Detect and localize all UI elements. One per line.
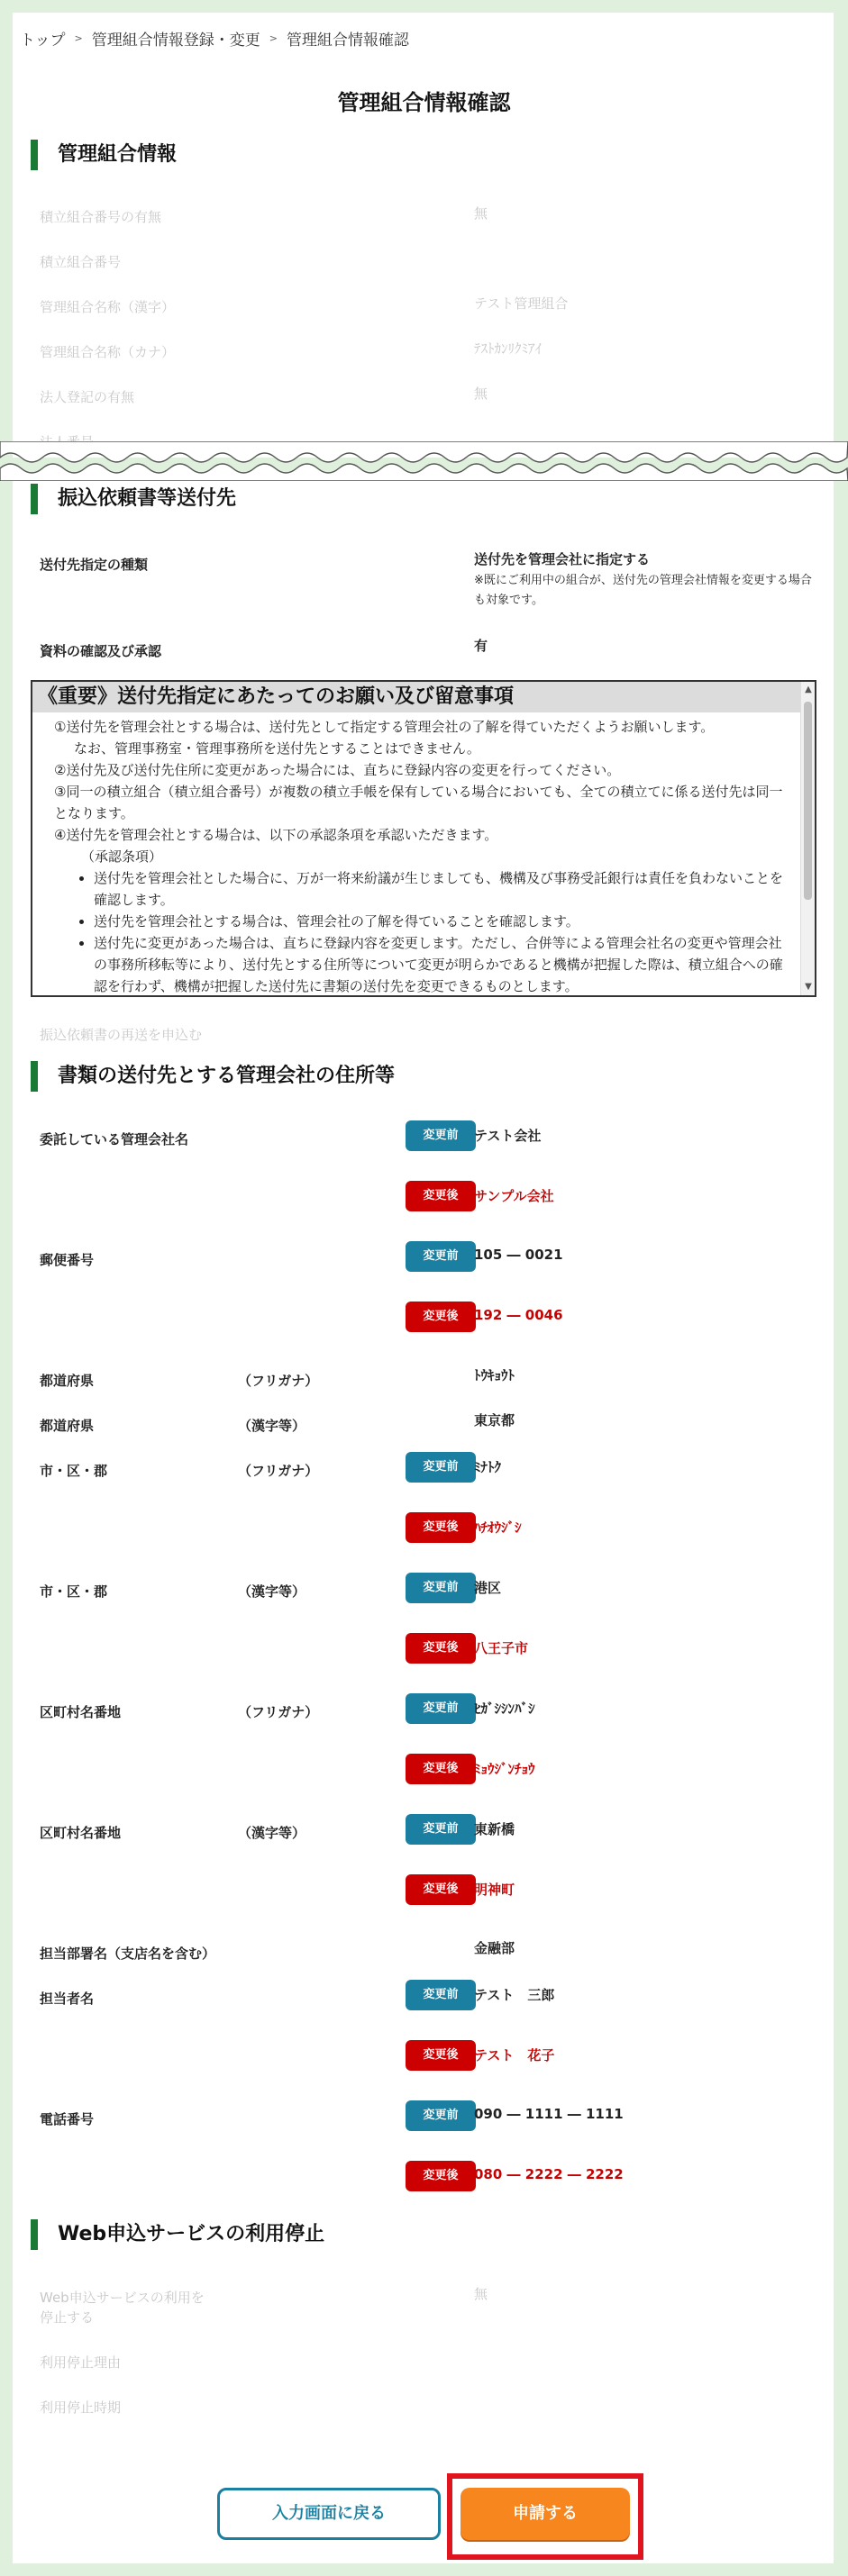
value-postal-before: 105 ― 0021 [474,1247,563,1263]
label-confirm-approve: 資料の確認及び承認 [40,643,162,659]
value-prefecture-kanji: 東京都 [474,1412,515,1429]
submit-button[interactable]: 申請する [460,2488,630,2540]
back-to-input-button[interactable]: 入力画面に戻る [217,2488,441,2540]
value-city-kanji-before: 港区 [474,1580,502,1596]
label-city-kanji: 市・区・郡 [40,1583,108,1600]
value-city-kana-after: ﾊﾁｵｳｼﾞｼ [474,1519,522,1536]
label-prefecture-kana: 都道府県 [40,1373,95,1389]
label-prefecture-kanji: 都道府県 [40,1418,95,1434]
label-postal-code: 郵便番号 [40,1252,95,1268]
badge-after: 変更後 [406,1874,476,1905]
label-union-number-exists: 積立組合番号の有無 [40,209,162,225]
badge-before: 変更前 [406,2100,476,2131]
value-dest-type: 送付先を管理会社に指定する [474,551,651,567]
section-heading-transfer-dest: 振込依頼書等送付先 [31,484,236,514]
value-town-kanji-after: 明神町 [474,1882,515,1898]
value-company-before: テスト会社 [474,1128,542,1144]
label-person-name: 担当者名 [40,1991,95,2007]
notice-item-3: ③同一の積立組合（積立組合番号）が複数の積立手帳を保有している場合においても、全ての積立てに係る送付先は同一となります。 [54,784,783,821]
sub-label-kanji: （漢字等） [238,1418,306,1434]
note-dest-type: ※既にご利用中の組合が、送付先の管理会社情報を変更する場合も対象です。 [474,574,812,607]
torn-edge-divider [0,441,848,481]
page-title: 管理組合情報確認 [337,90,511,115]
value-town-kana-before: ﾋｶﾞｼｼﾝﾊﾞｼ [474,1701,535,1717]
sub-label-furigana: （フリガナ） [238,1373,319,1389]
label-town-kana: 区町村名番地 [40,1704,122,1720]
label-company-name: 委託している管理会社名 [40,1131,189,1147]
value-prefecture-kana: ﾄｳｷｮｳﾄ [474,1367,515,1383]
scrollbar-thumb[interactable] [804,702,812,900]
badge-before: 変更前 [406,1980,476,2010]
badge-after: 変更後 [406,1181,476,1211]
label-phone: 電話番号 [40,2111,95,2127]
breadcrumb-register-link[interactable]: 管理組合情報登録・変更 [91,32,260,50]
badge-before: 変更前 [406,1693,476,1724]
breadcrumb-current: 管理組合情報確認 [286,32,409,50]
badge-after: 変更後 [406,1302,476,1332]
value-union-name-kanji: テスト管理組合 [474,295,569,312]
scroll-down-icon[interactable]: ▼ [805,982,812,992]
notice-clause-heading: （承認条項） [81,848,163,865]
badge-before: 変更前 [406,1814,476,1845]
notice-item-4: ④送付先を管理会社とする場合は、以下の承認条項を承認いただきます。 [54,827,498,843]
sub-label-furigana: （フリガナ） [238,1704,319,1720]
notice-clause: • 送付先を管理会社とする場合は、管理会社の了解を得ていることを確認します。 [94,911,788,932]
label-department: 担当部署名（支店名を含む） [40,1946,216,1962]
badge-after: 変更後 [406,1754,476,1784]
label-city-kana: 市・区・郡 [40,1463,108,1479]
notice-item-1: ①送付先を管理会社とする場合は、送付先として指定する管理会社の了解を得ていただくようお願いします。 [54,719,715,735]
value-web-stop: 無 [474,2286,488,2302]
notice-title: 《重要》送付先指定にあたってのお願い及び留意事項 [32,682,815,712]
badge-before: 変更前 [406,1573,476,1603]
notice-clause-list [54,867,788,997]
notice-clause: • 送付先を管理会社とした場合に、万が一将来紛議が生じましても、機構及び事務受託銀行は責任を負わないことを確認します。 [94,867,788,911]
sub-label-furigana: （フリガナ） [238,1463,319,1479]
notice-body [32,712,815,997]
badge-after: 変更後 [406,1512,476,1543]
badge-after: 変更後 [406,2040,476,2071]
value-town-kana-after: ﾐｮｳｼﾞﾝﾁｮｳ [474,1761,535,1777]
scroll-up-icon[interactable]: ▲ [805,685,812,694]
value-person-after: テスト 花子 [474,2047,555,2064]
value-postal-after: 192 ― 0046 [474,1307,563,1323]
value-city-kanji-after: 八王子市 [474,1640,529,1656]
label-corp-registration: 法人登記の有無 [40,389,135,405]
badge-before: 変更前 [406,1452,476,1483]
label-union-name-kanji: 管理組合名称（漢字） [40,299,176,315]
value-phone-after: 080 ― 2222 ― 2222 [474,2166,624,2182]
value-company-after: サンプル会社 [474,1188,554,1204]
value-phone-before: 090 ― 1111 ― 1111 [474,2106,624,2122]
badge-before: 変更前 [406,1241,476,1272]
breadcrumb-top-link[interactable]: トップ [20,32,66,50]
notice-scrollbar[interactable] [800,682,815,995]
notice-item-1-note: なお、管理事務室・管理事務所を送付先とすることはできません。 [74,740,480,757]
section-heading-web-stop: Web申込サービスの利用停止 [31,2219,324,2250]
sub-label-kanji: （漢字等） [238,1583,306,1600]
section-heading-union-info: 管理組合情報 [31,140,177,170]
breadcrumb-separator: > [74,32,83,44]
label-union-name-kana: 管理組合名称（カナ） [40,344,176,360]
value-union-number-exists: 無 [474,205,488,222]
value-union-name-kana: ﾃｽﾄｶﾝﾘｸﾐｱｲ [474,340,543,357]
label-stop-reason: 利用停止理由 [40,2354,122,2371]
label-web-stop-2: 停止する [40,2309,95,2326]
value-confirm-approve: 有 [474,638,488,654]
label-web-stop-1: Web申込サービスの利用を [40,2290,205,2306]
badge-after: 変更後 [406,2161,476,2191]
important-notice-box[interactable] [31,680,816,997]
value-person-before: テスト 三郎 [474,1987,555,2003]
sub-label-kanji: （漢字等） [238,1825,306,1841]
breadcrumb-separator: > [269,32,278,44]
section-heading-send-address: 書類の送付先とする管理会社の住所等 [31,1061,395,1092]
label-dest-type: 送付先指定の種類 [40,557,149,573]
notice-item-2: ②送付先及び送付先住所に変更があった場合には、直ちに登録内容の変更を行ってください。 [54,762,621,778]
breadcrumb [20,27,409,50]
badge-after: 変更後 [406,1633,476,1664]
value-corp-registration: 無 [474,385,488,402]
label-stop-time: 利用停止時期 [40,2399,122,2416]
label-town-kanji: 区町村名番地 [40,1825,122,1841]
label-union-number: 積立組合番号 [40,254,122,270]
value-city-kana-before: ﾐﾅﾄｸ [474,1459,502,1475]
badge-before: 変更前 [406,1120,476,1151]
notice-clause: • 送付先に変更があった場合は、直ちに登録内容を変更します。ただし、合併等による管理会社名の変更や管理会社の事務所移転等により、送付先とする住所等について変更が明らかであると機構が把握した際は、積立組合への確認を行わず、機構が把握した送付先に書類の送付先を変更できるものとします。 [94,932,788,997]
label-resend-request: 振込依頼書の再送を申込む [40,1027,203,1043]
value-department: 金融部 [474,1940,515,1956]
value-town-kanji-before: 東新橋 [474,1821,515,1837]
